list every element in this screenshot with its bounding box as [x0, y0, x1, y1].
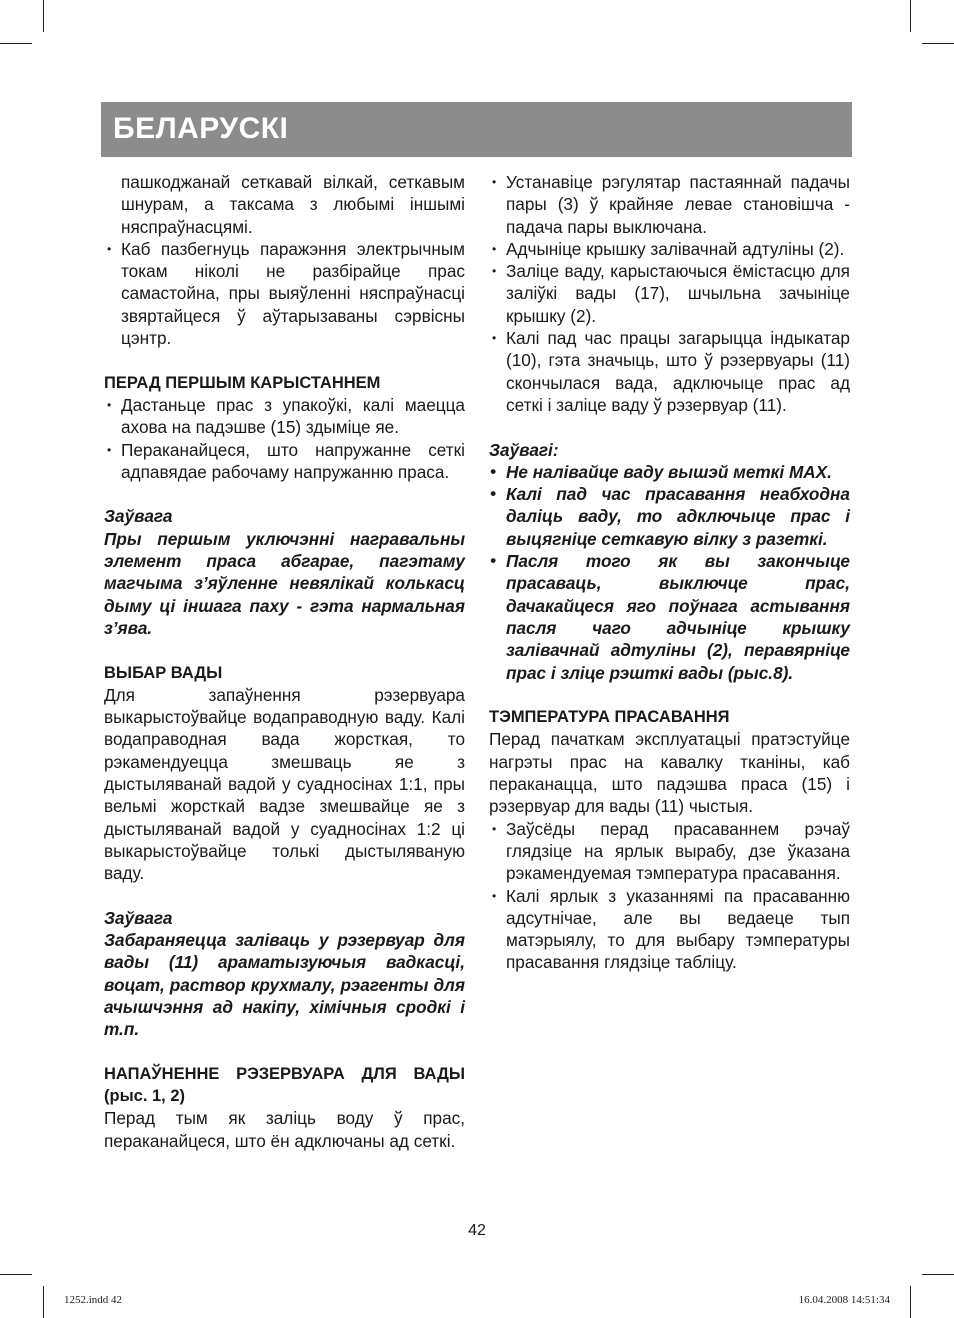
crop-mark [910, 0, 911, 32]
list-item: • Не налівайце ваду вышэй меткі MAX. [489, 461, 850, 483]
list-item: • Пераканайцеся, што напружанне сеткі адпавядае рабочаму напружанню праса. [104, 439, 465, 484]
list-item: • Заўсёды перад прасаваннем рэчаў глядзіце на ярлык вырабу, дзе ўказана рэкамендуемая тэмпература прасавання. [489, 818, 850, 885]
filling-steps [489, 171, 850, 416]
list-item: • Калі пад час прасавання неабходна даліць ваду, то адключыце прас і выцягніце сеткавую вілку з разеткі. [489, 483, 850, 550]
notes-list [489, 461, 850, 684]
crop-mark [922, 1274, 954, 1275]
list-item: • Калі пад час працы загарыцца індыкатар (10), гэта значыць, што ў рэзервуары (11) скончылася вада, адключыце прас ад сеткі і заліце ваду ў рэзервуар (11). [489, 327, 850, 416]
list-item: • Каб пазбегнуць паражэння электрычным токам ніколі не разбірайце прас самастойна, пры выяўленні няспраўнасці звяртайцеся ў аўтарызаваны сэрвісны цэнтр. [104, 238, 465, 349]
first-use-bullets [104, 394, 465, 483]
note-text: Пры першым уключэнні награвальны элемент праса абгарае, пагэтаму магчыма з’яўленне невялікай колькасц дыму ці іншага паху - гэта нармальная з’ява. [104, 528, 465, 638]
list-item: • Калі ярлык з указаннямі па прасаванню адсутнічае, але вы ведаеце тып матэрыялу, то для выбару тэмпературы прасавання глядзіце табліцу. [489, 885, 850, 974]
note-text: Забараняецца заліваць у рэзервуар для вады (11) араматызуючыя вадкасці, воцат, раствор крухмалу, рэагенты для ачышчэння ад накіпу, хімічныя сродкі і т.п. [104, 930, 465, 1040]
section-text: Перад пачаткам эксплуатацыі пратэстуйце нагрэты прас на кавалку тканіны, каб пераканацца, што падэшва праса (15) і рэзервуар для вады (11) чыстыя. [489, 729, 850, 817]
section-text: Для запаўнення рэзервуара выкарыстоўвайце водаправодную ваду. Калі водаправодная вада жорсткая, то рэкамендуецца змешваць яе з дыстыляванай вадой у суадносінах 1:1, пры вельмі жорсткай вадзе змешвайце яе з дыстыляванай вадой у суадносінах 1:2 ці выкарыстоўвайце толькі дыстыляваную ваду. [104, 684, 465, 884]
list-item: • Заліце ваду, карыстаючыся ёмістасцю для заліўкі вады (17), шчыльна зачыніце крышку (2). [489, 260, 850, 327]
intro-text: пашкоджанай сеткавай вілкай, сеткавым шнурам, а таксама з любымі іншымі няспраўнасцямі. [121, 172, 465, 237]
list-item: • Дастаньце прас з упакоўкі, калі маецца ахова на падэшве (15) здыміце яе. [104, 394, 465, 439]
language-title: БЕЛАРУСКІ [113, 112, 289, 145]
note-title: Заўвага [104, 506, 173, 527]
crop-mark [0, 1274, 32, 1275]
section-text: Перад тым як заліць воду ў прас, пераканайцеся, што ён адключаны ад сеткі. [104, 1108, 465, 1151]
left-column [104, 171, 465, 1152]
list-item: • Пасля того як вы закончыце прасаваць, выключце прас, дачакайцеся яго поўнага астывання пасля чаго адчыніце крышку залівачнай адтуліны (2), перавярніце прас і зліце рэшткі вады (рыс.8). [489, 550, 850, 684]
page-number: 42 [468, 1222, 486, 1239]
crop-mark [922, 43, 954, 44]
list-item: • Адчыніце крышку залівачнай адтуліны (2). [489, 238, 850, 260]
note-title: Заўвага [104, 907, 173, 928]
crop-mark [910, 1286, 911, 1318]
footer-date-info: 16.04.2008 14:51:34 [798, 1294, 890, 1306]
crop-mark [43, 0, 44, 32]
section-heading-temperature: ТЭМПЕРАТУРА ПРАСАВАННЯ [489, 708, 730, 727]
section-heading-first-use: ПЕРАД ПЕРШЫМ КАРЫСТАННЕМ [104, 373, 381, 392]
language-header-bar [101, 102, 852, 157]
crop-mark [43, 1286, 44, 1318]
section-heading-ref: (рыс. 1, 2) [104, 1087, 186, 1106]
section-heading-filling: НАПАЎНЕННЕ РЭЗЕРВУАРА ДЛЯ ВАДЫ [104, 1064, 465, 1083]
crop-mark [0, 43, 32, 44]
intro-bullets [104, 238, 465, 349]
temperature-bullets [489, 818, 850, 974]
list-item: • Устанавіце рэгулятар пастаяннай падачы пары (3) ў крайняе левае становішча - падача пары выключана. [489, 171, 850, 238]
notes-title: Заўвагі: [489, 439, 559, 460]
footer-file-info: 1252.indd 42 [64, 1294, 123, 1306]
section-heading-water-choice: ВЫБАР ВАДЫ [104, 663, 223, 682]
right-column [489, 171, 850, 974]
